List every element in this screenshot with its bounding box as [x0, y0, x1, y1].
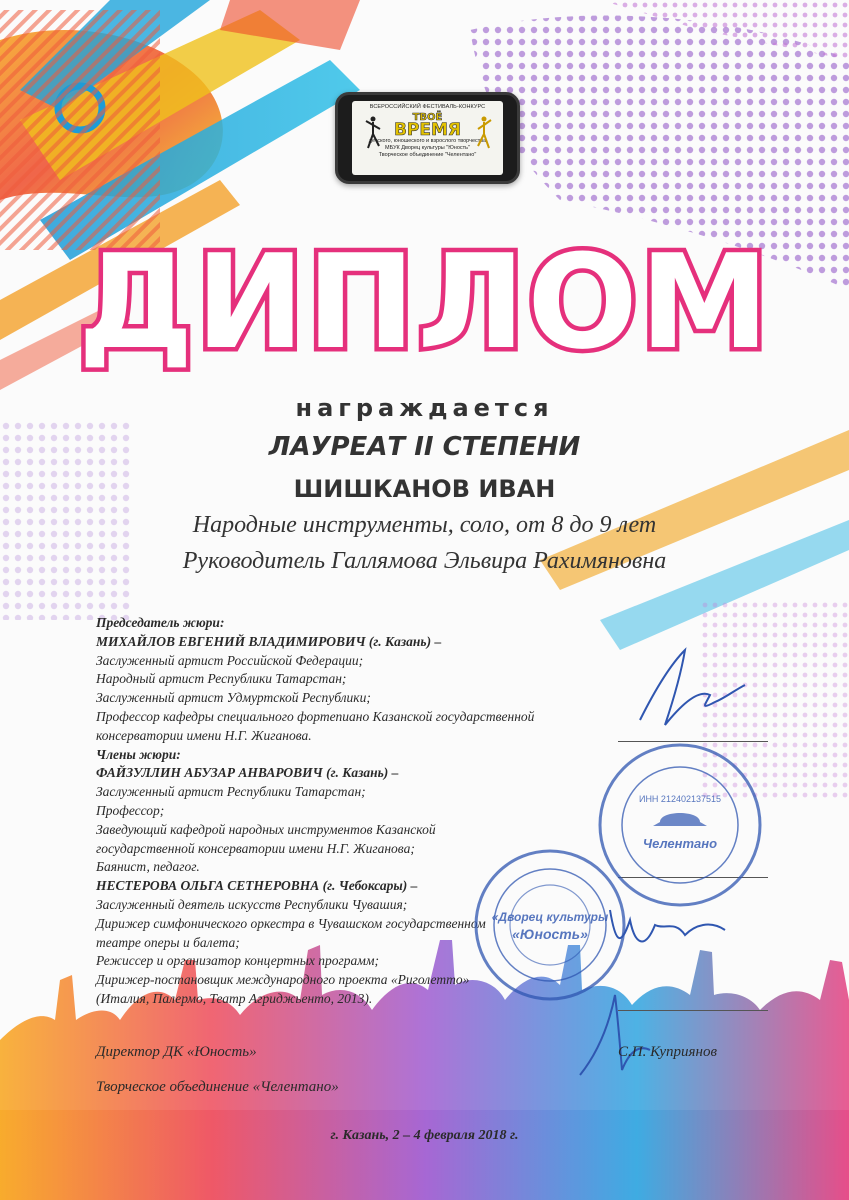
jury-member2-title: театре оперы и балета;	[96, 934, 240, 950]
stamp2-center: Челентано	[642, 836, 718, 851]
logo-line3: Творческое объединение "Челентано"	[378, 152, 477, 158]
jury-member1-title: Баянист, педагог.	[96, 859, 200, 875]
jury-member1-name: ФАЙЗУЛЛИН АБУЗАР АНВАРОВИЧ (г. Казань) –	[96, 765, 399, 781]
laureate-degree: ЛАУРЕАТ II СТЕПЕНИ	[268, 432, 581, 462]
jury-chair-heading: Председатель жюри:	[96, 615, 225, 630]
jury-chair-title: консерватории имени Н.Г. Жиганова.	[96, 727, 312, 743]
leader-text: Руководитель Галлямова Эльвира Рахимяновна	[182, 548, 667, 574]
jury-member1-title: Заведующий кафедрой народных инструментов Казанской	[96, 821, 436, 837]
stamp-chelentano	[595, 740, 765, 910]
logo-screen	[352, 101, 503, 175]
jury-member2-title: Дирижер-постановщик международного проекта «Риголетто»	[96, 972, 470, 988]
jury-chair-title: Заслуженный артист Удмуртской Республики;	[96, 690, 371, 706]
dancer-right-icon	[475, 116, 493, 150]
jury-member2-name: НЕСТЕРОВА ОЛЬГА СЕТНЕРОВНА (г. Чебоксары) –	[96, 878, 418, 894]
recipient-name: ШИШКАНОВ ИВАН	[293, 475, 556, 503]
jury-member1-title: государственной консерватории имени Н.Г. Жиганова;	[96, 840, 415, 856]
hat-icon	[653, 813, 707, 826]
logo-line1: детского, юношеского и взрослого творчества	[368, 138, 487, 144]
dancer-left-icon	[364, 116, 382, 150]
signature-chair	[630, 640, 750, 740]
jury-chair-title: Народный артист Республики Татарстан;	[96, 671, 347, 687]
director-label: Директор ДК «Юность»	[96, 1044, 257, 1060]
diploma-title: ДИПЛОМ	[77, 226, 772, 378]
logo-brand-line1: ТВОЁ	[412, 112, 443, 123]
jury-member2-title: Режиссер и организатор концертных программ;	[96, 953, 379, 969]
stamp1-line2: «Юность»	[512, 926, 588, 942]
jury-member1-title: Профессор;	[96, 802, 165, 818]
organization-label: Творческое объединение «Челентано»	[96, 1079, 339, 1095]
logo-line2: МБУК Дворец культуры "Юность"	[385, 145, 470, 151]
jury-chair-title: Заслуженный артист Российской Федерации;	[96, 652, 364, 668]
jury-members-heading: Члены жюри:	[96, 746, 181, 762]
awarded-text: награждается	[295, 394, 554, 422]
jury-member2-title: Дирижер симфонического оркестра в Чувашском государственном	[96, 915, 486, 931]
stamp1-line1: «Дворец культуры	[491, 910, 609, 924]
jury-member2-title: (Италия, Палермо, Театр Агриджьенто, 2013).	[96, 990, 373, 1006]
jury-member2-title: Заслуженный деятель искусств Республики Чувашия;	[96, 896, 408, 912]
stamp2-inn: ИНН 212402137515	[638, 794, 722, 804]
festival-logo	[335, 92, 520, 184]
jury-chair-name: МИХАЙЛОВ ЕВГЕНИЙ ВЛАДИМИРОВИЧ (г. Казань) –	[96, 633, 442, 649]
place-date: г. Казань, 2 – 4 февраля 2018 г.	[330, 1128, 519, 1143]
jury-member1-title: Заслуженный артист Республики Татарстан;	[96, 784, 366, 800]
director-name: С.П. Куприянов	[618, 1044, 717, 1060]
jury-chair-title: Профессор кафедры специального фортепиано Казанской государственной	[96, 708, 535, 724]
logo-brand-line2: ВРЕМЯ	[393, 120, 462, 140]
logo-top-line: ВСЕРОССИЙСКИЙ ФЕСТИВАЛЬ-КОНКУРС	[369, 104, 486, 110]
category-text: Народные инструменты, соло, от 8 до 9 лет	[192, 512, 657, 538]
